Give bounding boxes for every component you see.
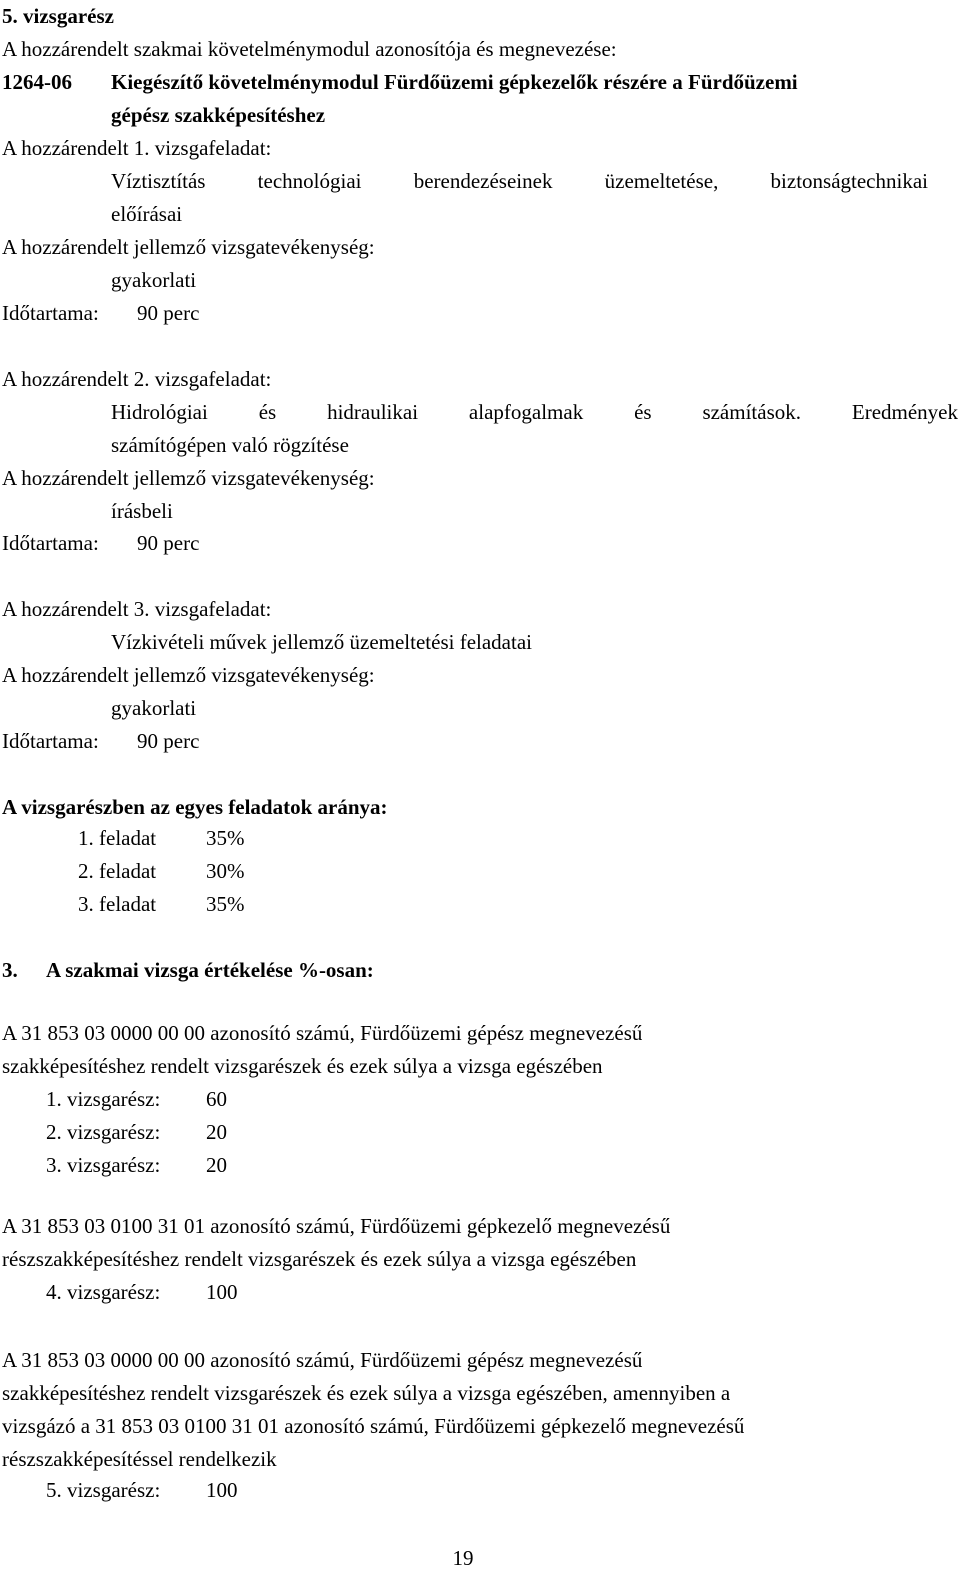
ratio-row-2-value: 30% bbox=[206, 859, 245, 883]
ratio-row-3-label: 3. feladat bbox=[78, 892, 157, 916]
eval-block-1-row-1-value: 60 bbox=[206, 1087, 227, 1111]
module-name-line2: gépész szakképesítéshez bbox=[111, 103, 326, 127]
task-2-duration: 90 perc bbox=[137, 531, 200, 555]
task-1-heading: A hozzárendelt 1. vizsgafeladat: bbox=[2, 136, 272, 160]
task-2-heading: A hozzárendelt 2. vizsgafeladat: bbox=[2, 367, 272, 391]
module-label: A hozzárendelt szakmai követelménymodul azonosítója és megnevezése: bbox=[2, 37, 617, 61]
task-2-activity-label: A hozzárendelt jellemző vizsgatevékenység: bbox=[2, 466, 375, 490]
eval-block-2-row-1-label: 4. vizsgarész: bbox=[46, 1280, 161, 1304]
eval-block-3-line4: részszakképesítéssel rendelkezik bbox=[2, 1447, 277, 1471]
task-1-duration: 90 perc bbox=[137, 301, 200, 325]
ratio-row-1-label: 1. feladat bbox=[78, 826, 157, 850]
task-3-activity: gyakorlati bbox=[111, 696, 197, 720]
eval-block-3-line1: A 31 853 03 0000 00 00 azonosító számú, Fürdőüzemi gépész megnevezésű bbox=[2, 1348, 643, 1372]
task-3-activity-label: A hozzárendelt jellemző vizsgatevékenység: bbox=[2, 663, 375, 687]
task-3-duration-label: Időtartama: bbox=[2, 729, 99, 753]
eval-block-2-row-1-value: 100 bbox=[206, 1280, 238, 1304]
module-code: 1264-06 bbox=[2, 70, 72, 94]
evaluation-heading: A szakmai vizsga értékelése %-osan: bbox=[46, 958, 374, 982]
eval-block-3-row-1-label: 5. vizsgarész: bbox=[46, 1478, 161, 1502]
eval-block-1-row-2-label: 2. vizsgarész: bbox=[46, 1120, 161, 1144]
task-1-title-line2: előírásai bbox=[111, 202, 183, 226]
eval-block-1-row-1-label: 1. vizsgarész: bbox=[46, 1087, 161, 1111]
module-name-line1: Kiegészítő követelménymodul Fürdőüzemi gépkezelők részére a Fürdőüzemi bbox=[111, 70, 798, 94]
eval-block-1-row-3-value: 20 bbox=[206, 1153, 227, 1177]
eval-block-2-line1: A 31 853 03 0100 31 01 azonosító számú, Fürdőüzemi gépkezelő megnevezésű bbox=[2, 1214, 671, 1238]
task-1-duration-label: Időtartama: bbox=[2, 301, 99, 325]
ratio-row-1-value: 35% bbox=[206, 826, 245, 850]
eval-block-1-line1: A 31 853 03 0000 00 00 azonosító számú, Fürdőüzemi gépész megnevezésű bbox=[2, 1021, 643, 1045]
task-1-title-line1: Víztisztítás technológiai berendezéseinek üzemeltetése, biztonságtechnikai bbox=[111, 169, 928, 193]
task-1-activity: gyakorlati bbox=[111, 268, 197, 292]
ratio-heading: A vizsgarészben az egyes feladatok aránya: bbox=[2, 795, 388, 819]
eval-block-1-row-3-label: 3. vizsgarész: bbox=[46, 1153, 161, 1177]
task-2-activity: írásbeli bbox=[111, 499, 173, 523]
task-2-title-line2: számítógépen való rögzítése bbox=[111, 433, 349, 457]
task-3-duration: 90 perc bbox=[137, 729, 200, 753]
ratio-row-2-label: 2. feladat bbox=[78, 859, 157, 883]
evaluation-number: 3. bbox=[2, 958, 18, 982]
eval-block-1-row-2-value: 20 bbox=[206, 1120, 227, 1144]
task-2-duration-label: Időtartama: bbox=[2, 531, 99, 555]
eval-block-3-line3: vizsgázó a 31 853 03 0100 31 01 azonosító számú, Fürdőüzemi gépkezelő megnevezésű bbox=[2, 1414, 745, 1438]
eval-block-1-line2: szakképesítéshez rendelt vizsgarészek és ezek súlya a vizsga egészében bbox=[2, 1054, 603, 1078]
ratio-row-3-value: 35% bbox=[206, 892, 245, 916]
task-2-title-line1: Hidrológiai és hidraulikai alapfogalmak és számítások. Eredmények bbox=[111, 400, 958, 424]
task-3-title-line1: Vízkivételi művek jellemző üzemeltetési feladatai bbox=[111, 630, 532, 654]
page-number: 19 bbox=[452, 1546, 474, 1570]
task-1-activity-label: A hozzárendelt jellemző vizsgatevékenység: bbox=[2, 235, 375, 259]
section-heading: 5. vizsgarész bbox=[2, 4, 114, 28]
eval-block-3-line2: szakképesítéshez rendelt vizsgarészek és ezek súlya a vizsga egészében, amennyiben a bbox=[2, 1381, 731, 1405]
task-3-heading: A hozzárendelt 3. vizsgafeladat: bbox=[2, 597, 272, 621]
eval-block-2-line2: részszakképesítéshez rendelt vizsgarészek és ezek súlya a vizsga egészében bbox=[2, 1247, 637, 1271]
eval-block-3-row-1-value: 100 bbox=[206, 1478, 238, 1502]
